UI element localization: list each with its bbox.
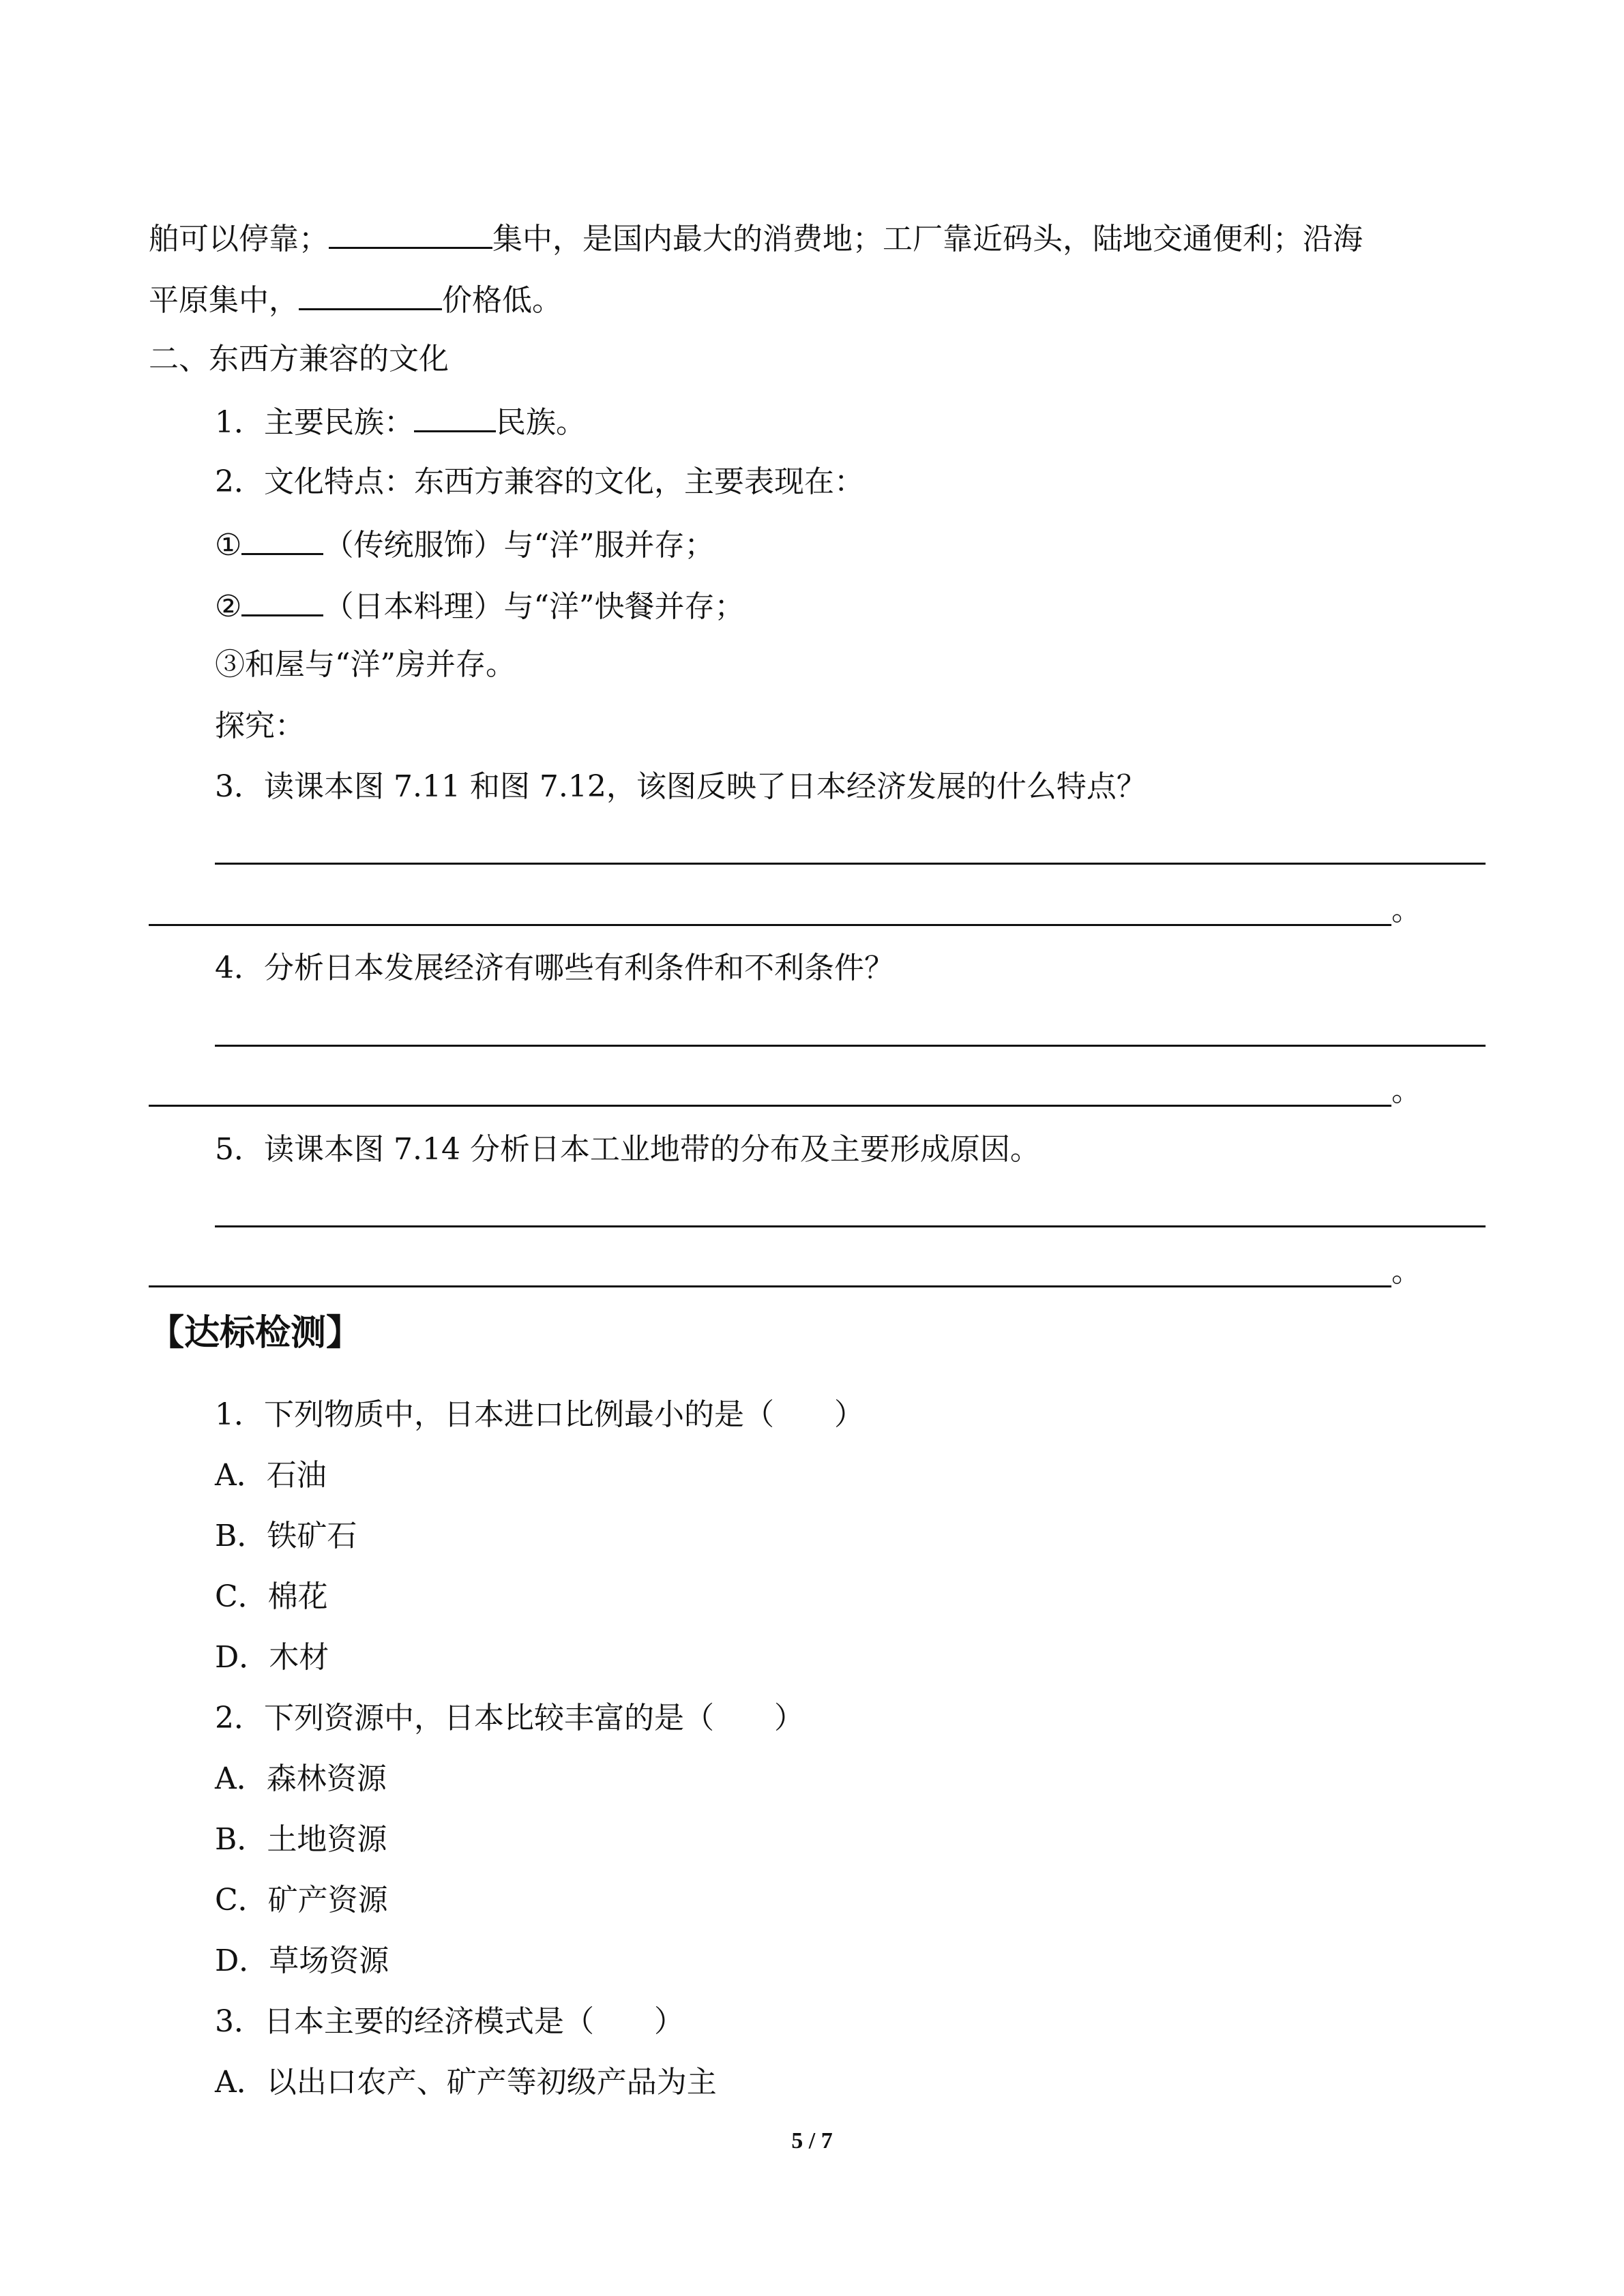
test-heading: 【达标检测】 — [149, 1313, 362, 1354]
circled-number: ① — [215, 528, 242, 563]
fill-blank[interactable] — [329, 217, 492, 249]
text-fragment: 1．主要民族： — [215, 405, 414, 440]
question-stem: 3．日本主要的经济模式是（ ） — [215, 2004, 684, 2039]
option-b[interactable]: B．土地资源 — [215, 1822, 387, 1857]
option-d[interactable]: D．木材 — [215, 1640, 329, 1675]
option-a[interactable]: A．石油 — [215, 1458, 327, 1493]
option-c[interactable]: C．矿产资源 — [215, 1883, 388, 1918]
section-title: 二、东西方兼容的文化 — [149, 342, 449, 376]
text-fragment: 舶可以停靠； — [149, 222, 329, 256]
circled-number: ② — [215, 589, 242, 624]
text-line: ③和屋与“洋”房并存。 — [215, 647, 516, 682]
question-3: 3．读课本图 7.11 和图 7.12，该图反映了日本经济发展的什么特点？ — [215, 769, 1147, 804]
text-fragment: （日本料理）与“洋”快餐并存； — [323, 589, 745, 624]
text-fragment: 集中，是国内最大的消费地；工厂靠近码头，陆地交通便利；沿海 — [492, 222, 1363, 256]
answer-line[interactable] — [149, 924, 1391, 926]
fill-blank[interactable] — [241, 584, 323, 616]
end-mark: 。 — [1391, 1254, 1421, 1289]
option-c[interactable]: C．棉花 — [215, 1579, 328, 1614]
option-b[interactable]: B．铁矿石 — [215, 1519, 357, 1553]
answer-line[interactable] — [215, 1225, 1486, 1227]
text-line — [149, 278, 562, 321]
text-line — [215, 400, 586, 443]
question-stem: 2．下列资源中，日本比较丰富的是（ ） — [215, 1701, 804, 1735]
question-4: 4．分析日本发展经济有哪些有利条件和不利条件？ — [215, 951, 894, 985]
text-line: 2．文化特点：东西方兼容的文化，主要表现在： — [215, 464, 864, 499]
end-mark: 。 — [1391, 1073, 1421, 1108]
text-line — [215, 523, 714, 566]
answer-line[interactable] — [149, 1285, 1391, 1287]
text-fragment: 价格低。 — [442, 283, 562, 318]
text-fragment: 平原集中， — [149, 283, 299, 318]
option-d[interactable]: D．草场资源 — [215, 1943, 389, 1978]
question-5: 5．读课本图 7.14 分析日本工业地带的分布及主要形成原因。 — [215, 1132, 1040, 1167]
option-a[interactable]: A．森林资源 — [215, 1761, 387, 1796]
text-fragment: 民族。 — [496, 405, 586, 440]
question-stem: 1．下列物质中，日本进口比例最小的是（ ） — [215, 1397, 864, 1432]
fill-blank[interactable] — [414, 400, 496, 432]
page-number: 5 / 7 — [791, 2128, 833, 2153]
text-line — [149, 217, 1363, 260]
answer-line[interactable] — [215, 863, 1486, 865]
text-line — [215, 584, 744, 627]
fill-blank[interactable] — [241, 523, 323, 555]
text-fragment: （传统服饰）与“洋”服并存； — [323, 528, 715, 563]
fill-blank[interactable] — [299, 278, 442, 310]
answer-line[interactable] — [149, 1105, 1391, 1107]
explore-label: 探究： — [215, 709, 305, 743]
answer-line[interactable] — [215, 1045, 1486, 1047]
end-mark: 。 — [1391, 893, 1421, 927]
option-a[interactable]: A．以出口农产、矿产等初级产品为主 — [215, 2065, 717, 2100]
